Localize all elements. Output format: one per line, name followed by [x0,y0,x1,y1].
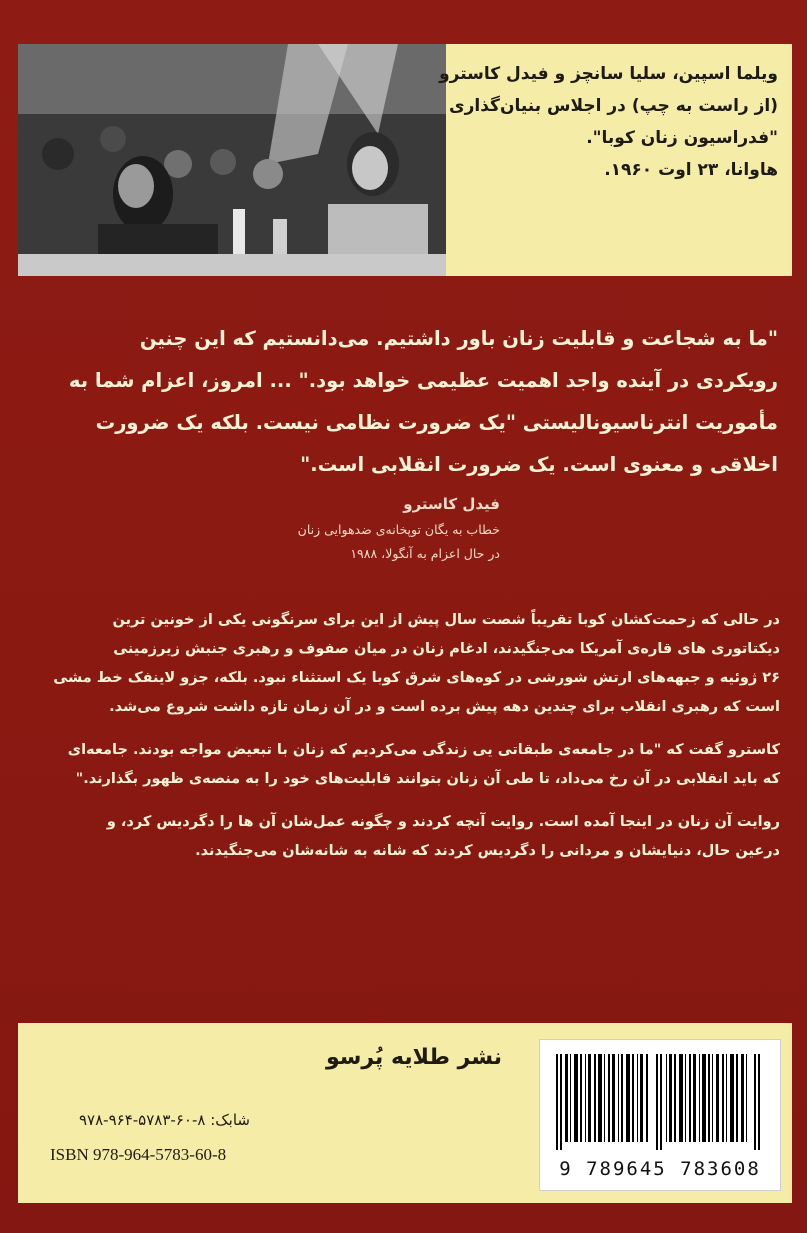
paragraph [26,736,780,794]
quote-line: مأموریت انترناسیونالیستی "یک ضرورت نظامی نیست. بلکه یک ضرورت [95,411,778,434]
historical-photo [18,44,446,276]
publisher-name: نشر طلایه پُرسو [325,1045,502,1070]
barcode-digits: 9 789645 783608 [559,1158,761,1180]
caption-line: "فدراسیون زنان کوبا". [586,128,778,148]
quote-date: در حال اعزام به آنگولا، ۱۹۸۸ [350,546,500,561]
quote-context: خطاب به یگان توپخانه‌ی ضدهوایی زنان [297,522,500,537]
barcode-bars-icon [554,1054,766,1150]
quote-line: اخلاقی و معنوی است. یک ضرورت انقلابی است." [300,453,778,476]
quote-line: رویکردی در آینده واجد اهمیت عظیمی خواهد بود." ... امروز، اعزام شما به [68,369,778,392]
photo-caption [439,58,778,186]
castro-quote [30,318,778,486]
text-line: است که رهبری انقلاب برای چندین دهه پیش برده است و در آن زمان تازه داشت شروع می‌شد. [109,699,780,715]
quote-author: فیدل کاسترو [403,495,500,513]
caption-line: هاوانا، ۲۳ اوت ۱۹۶۰. [604,160,778,180]
quote-attribution [240,490,500,566]
shabak-number: شابک: ۸-۶۰-۵۷۸۳-۹۶۴-۹۷۸ [78,1111,250,1129]
publisher-panel [18,1023,792,1203]
text-line: درعین حال، دنیایشان و مردانی را دگردیس کردند که شانه به شانه‌شان می‌جنگیدند. [195,843,780,859]
paragraph [26,808,780,866]
isbn-number: ISBN 978-964-5783-60-8 [50,1145,227,1164]
text-line: که باید انقلابی در آن رخ می‌داد، تا طی آن زنان بتوانند قابلیت‌های خود را به منصه‌ی ظهور بگذارند." [75,771,780,787]
photo-illustration [18,44,446,276]
text-line: کاسترو گفت که "ما در جامعه‌ی طبقاتی یی زندگی می‌کردیم که زنان با تبعیض مواجه بودند. جامعه‌ای [67,742,780,758]
paragraph [26,606,780,722]
text-line: دیکتاتوری های قاره‌ی آمریکا می‌جنگیدند، ادغام زنان در میان صفوف و رهبری جنبش زیرزمینی [113,641,780,657]
caption-line: ویلما اسپین، سلیا سانچز و فیدل کاسترو [439,64,778,84]
text-line: ۲۶ ژوئیه و جبهه‌های ارتش شورشی در کوه‌های شرق کوبا یک استثناء نبود. بلکه، جزو لاینفک خط مشی [53,670,780,686]
text-line: روایت آن زنان در اینجا آمده است. روایت آنچه کردند و چگونه عمل‌شان آن ها را دگردیس کرد، و [106,814,780,830]
quote-line: "ما به شجاعت و قابلیت زنان باور داشتیم. می‌دانستیم که این چنین [139,327,778,350]
caption-panel [18,44,792,276]
barcode [539,1039,781,1191]
text-line: در حالی که زحمت‌کشان کوبا تقریباً شصت سال پیش از این برای سرنگونی یکی از خونین ترین [112,612,780,628]
blurb [26,606,780,880]
caption-line: (از راست به چپ) در اجلاس بنیان‌گذاری [449,96,778,116]
